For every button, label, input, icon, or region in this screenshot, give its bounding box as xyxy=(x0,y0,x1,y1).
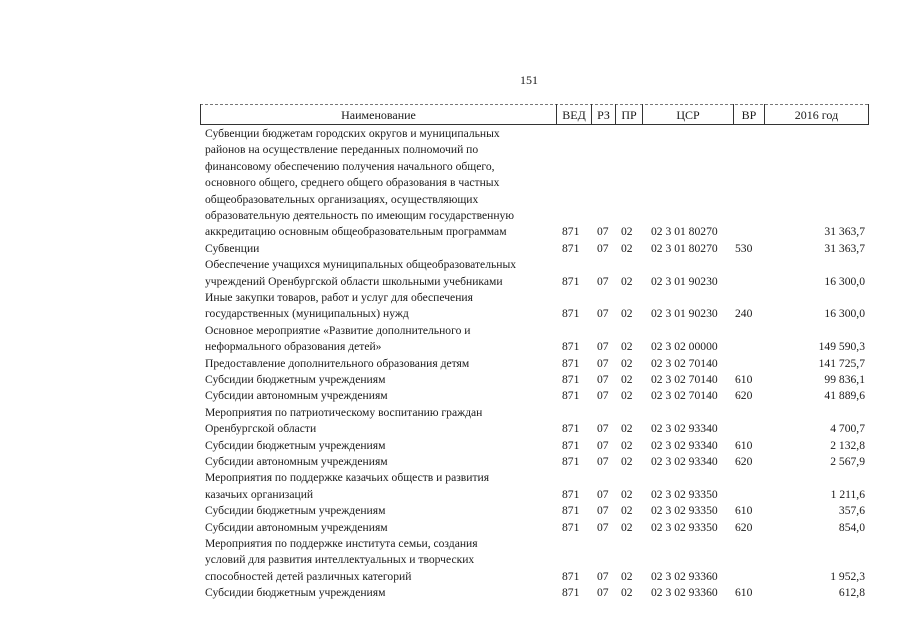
row-name-line: образовательную деятельность по имеющим государственную xyxy=(205,208,515,222)
row-name-line: Субвенции xyxy=(205,241,260,255)
cell-amount: 31 363,7 xyxy=(824,225,865,239)
page-number: 151 xyxy=(520,73,538,87)
cell-ved: 871 xyxy=(562,586,580,600)
table-row xyxy=(0,323,905,356)
row-name-line: Мероприятия по поддержке казачьих обществ и развития xyxy=(205,471,490,485)
header-pr: ПР xyxy=(615,104,642,125)
cell-amount: 357,6 xyxy=(838,504,865,518)
cell-rz: 07 xyxy=(597,454,609,468)
cell-rz: 07 xyxy=(597,340,609,354)
cell-pr: 02 xyxy=(621,241,633,255)
cell-rz: 07 xyxy=(597,586,609,600)
table-row xyxy=(0,372,905,388)
row-name-line: Субсидии бюджетным учреждениям xyxy=(205,504,386,518)
cell-vr: 240 xyxy=(735,307,753,321)
cell-ved: 871 xyxy=(562,225,580,239)
table-row xyxy=(0,503,905,519)
table-row xyxy=(0,454,905,470)
row-name-line: казачьих организаций xyxy=(205,487,314,501)
table-row xyxy=(0,356,905,372)
cell-csr: 02 3 01 80270 xyxy=(651,241,718,255)
cell-ved: 871 xyxy=(562,454,580,468)
cell-csr: 02 3 02 70140 xyxy=(651,356,718,370)
row-name-line: Иные закупки товаров, работ и услуг для обеспечения xyxy=(205,290,473,304)
cell-csr: 02 3 01 90230 xyxy=(651,307,718,321)
cell-pr: 02 xyxy=(621,569,633,583)
cell-vr: 530 xyxy=(735,241,753,255)
cell-ved: 871 xyxy=(562,389,580,403)
cell-pr: 02 xyxy=(621,225,633,239)
row-name-line: неформального образования детей» xyxy=(205,340,382,354)
header-csr: ЦСР xyxy=(642,104,733,125)
cell-amount: 4 700,7 xyxy=(830,422,865,436)
cell-vr: 620 xyxy=(735,454,753,468)
cell-vr: 620 xyxy=(735,389,753,403)
row-name-line: Субсидии автономным учреждениям xyxy=(205,520,388,534)
cell-csr: 02 3 02 93340 xyxy=(651,454,718,468)
row-name-line: основного общего, среднего общего образования в частных xyxy=(205,176,500,190)
cell-amount: 99 836,1 xyxy=(824,372,865,386)
cell-rz: 07 xyxy=(597,241,609,255)
cell-rz: 07 xyxy=(597,389,609,403)
row-name xyxy=(205,290,555,323)
row-name xyxy=(205,372,555,388)
row-name xyxy=(205,241,555,257)
table-row xyxy=(0,470,905,503)
table-row xyxy=(0,241,905,257)
cell-pr: 02 xyxy=(621,454,633,468)
row-name-line: государственных (муниципальных) нужд xyxy=(205,307,409,321)
row-name xyxy=(205,257,555,290)
row-name xyxy=(205,356,555,372)
cell-csr: 02 3 02 70140 xyxy=(651,372,718,386)
table-row xyxy=(0,585,905,601)
cell-pr: 02 xyxy=(621,356,633,370)
table-row xyxy=(0,405,905,438)
cell-pr: 02 xyxy=(621,520,633,534)
cell-ved: 871 xyxy=(562,356,580,370)
row-name-line: учреждений Оренбургской области школьными учебниками xyxy=(205,274,503,288)
row-name xyxy=(205,454,555,470)
header-rz: РЗ xyxy=(591,104,615,125)
cell-pr: 02 xyxy=(621,487,633,501)
row-name-line: способностей детей различных категорий xyxy=(205,569,412,583)
row-name xyxy=(205,323,555,356)
cell-ved: 871 xyxy=(562,372,580,386)
cell-pr: 02 xyxy=(621,372,633,386)
table-header xyxy=(200,104,868,124)
table-row xyxy=(0,126,905,241)
cell-pr: 02 xyxy=(621,438,633,452)
table-row xyxy=(0,257,905,290)
row-name xyxy=(205,536,555,585)
table-row xyxy=(0,290,905,323)
row-name-line: Субсидии бюджетным учреждениям xyxy=(205,586,386,600)
cell-ved: 871 xyxy=(562,307,580,321)
row-name xyxy=(205,405,555,438)
cell-amount: 16 300,0 xyxy=(824,274,865,288)
cell-rz: 07 xyxy=(597,438,609,452)
cell-rz: 07 xyxy=(597,307,609,321)
cell-pr: 02 xyxy=(621,389,633,403)
cell-rz: 07 xyxy=(597,520,609,534)
row-name-line: Основное мероприятие «Развитие дополнительного и xyxy=(205,323,471,337)
cell-csr: 02 3 01 80270 xyxy=(651,225,718,239)
table-row xyxy=(0,388,905,404)
table-row xyxy=(0,536,905,585)
row-name xyxy=(205,585,555,601)
cell-pr: 02 xyxy=(621,586,633,600)
cell-rz: 07 xyxy=(597,487,609,501)
row-name-line: условий для развития интеллектуальных и творческих xyxy=(205,553,475,567)
cell-vr: 610 xyxy=(735,586,753,600)
row-name-line: аккредитацию основным общеобразовательным программам xyxy=(205,225,507,239)
header-name: Наименование xyxy=(200,104,556,125)
cell-ved: 871 xyxy=(562,487,580,501)
cell-ved: 871 xyxy=(562,504,580,518)
cell-csr: 02 3 01 90230 xyxy=(651,274,718,288)
cell-amount: 149 590,3 xyxy=(818,340,865,354)
cell-ved: 871 xyxy=(562,340,580,354)
header-ved: ВЕД xyxy=(556,104,591,125)
cell-amount: 31 363,7 xyxy=(824,241,865,255)
cell-rz: 07 xyxy=(597,356,609,370)
cell-ved: 871 xyxy=(562,422,580,436)
cell-amount: 16 300,0 xyxy=(824,307,865,321)
row-name-line: общеобразовательных организациях, осуществляющих xyxy=(205,192,479,206)
cell-ved: 871 xyxy=(562,241,580,255)
cell-rz: 07 xyxy=(597,372,609,386)
row-name xyxy=(205,503,555,519)
cell-csr: 02 3 02 93340 xyxy=(651,422,718,436)
row-name-line: Мероприятия по поддержке института семьи, создания xyxy=(205,536,478,550)
cell-csr: 02 3 02 00000 xyxy=(651,340,718,354)
cell-csr: 02 3 02 93340 xyxy=(651,438,718,452)
cell-ved: 871 xyxy=(562,274,580,288)
row-name-line: Субсидии автономным учреждениям xyxy=(205,454,388,468)
cell-rz: 07 xyxy=(597,569,609,583)
header-vr: ВР xyxy=(733,104,764,125)
row-name-line: районов на осуществление переданных полномочий по xyxy=(205,143,479,157)
row-name-line: Оренбургской области xyxy=(205,422,317,436)
cell-csr: 02 3 02 93350 xyxy=(651,504,718,518)
cell-vr: 610 xyxy=(735,504,753,518)
cell-rz: 07 xyxy=(597,504,609,518)
row-name xyxy=(205,470,555,503)
row-name-line: Мероприятия по патриотическому воспитанию граждан xyxy=(205,405,483,419)
cell-amount: 854,0 xyxy=(838,520,865,534)
row-name xyxy=(205,126,555,241)
cell-csr: 02 3 02 70140 xyxy=(651,389,718,403)
row-name-line: Субсидии бюджетным учреждениям xyxy=(205,438,386,452)
row-name xyxy=(205,438,555,454)
cell-amount: 612,8 xyxy=(838,586,865,600)
cell-amount: 2 567,9 xyxy=(830,454,865,468)
cell-rz: 07 xyxy=(597,422,609,436)
cell-amount: 41 889,6 xyxy=(824,389,865,403)
row-name-line: Предоставление дополнительного образования детям xyxy=(205,356,470,370)
cell-vr: 610 xyxy=(735,372,753,386)
row-name xyxy=(205,520,555,536)
table-body xyxy=(0,126,905,601)
cell-amount: 1 211,6 xyxy=(830,487,865,501)
table-row xyxy=(0,520,905,536)
row-name-line: Субсидии автономным учреждениям xyxy=(205,389,388,403)
cell-vr: 620 xyxy=(735,520,753,534)
header-year: 2016 год xyxy=(764,104,869,125)
cell-ved: 871 xyxy=(562,520,580,534)
table-row xyxy=(0,438,905,454)
cell-pr: 02 xyxy=(621,504,633,518)
cell-pr: 02 xyxy=(621,307,633,321)
row-name-line: финансовому обеспечению получения начального общего, xyxy=(205,159,495,173)
cell-rz: 07 xyxy=(597,274,609,288)
cell-rz: 07 xyxy=(597,225,609,239)
cell-pr: 02 xyxy=(621,274,633,288)
cell-pr: 02 xyxy=(621,422,633,436)
cell-csr: 02 3 02 93350 xyxy=(651,487,718,501)
row-name-line: Субвенции бюджетам городских округов и муниципальных xyxy=(205,127,500,140)
row-name-line: Обеспечение учащихся муниципальных общеобразовательных xyxy=(205,258,517,272)
cell-csr: 02 3 02 93360 xyxy=(651,569,718,583)
cell-pr: 02 xyxy=(621,340,633,354)
cell-csr: 02 3 02 93350 xyxy=(651,520,718,534)
cell-amount: 141 725,7 xyxy=(818,356,865,370)
cell-csr: 02 3 02 93360 xyxy=(651,586,718,600)
row-name xyxy=(205,388,555,404)
cell-vr: 610 xyxy=(735,438,753,452)
cell-amount: 2 132,8 xyxy=(830,438,865,452)
row-name-line: Субсидии бюджетным учреждениям xyxy=(205,372,386,386)
cell-ved: 871 xyxy=(562,438,580,452)
cell-amount: 1 952,3 xyxy=(830,569,865,583)
cell-ved: 871 xyxy=(562,569,580,583)
